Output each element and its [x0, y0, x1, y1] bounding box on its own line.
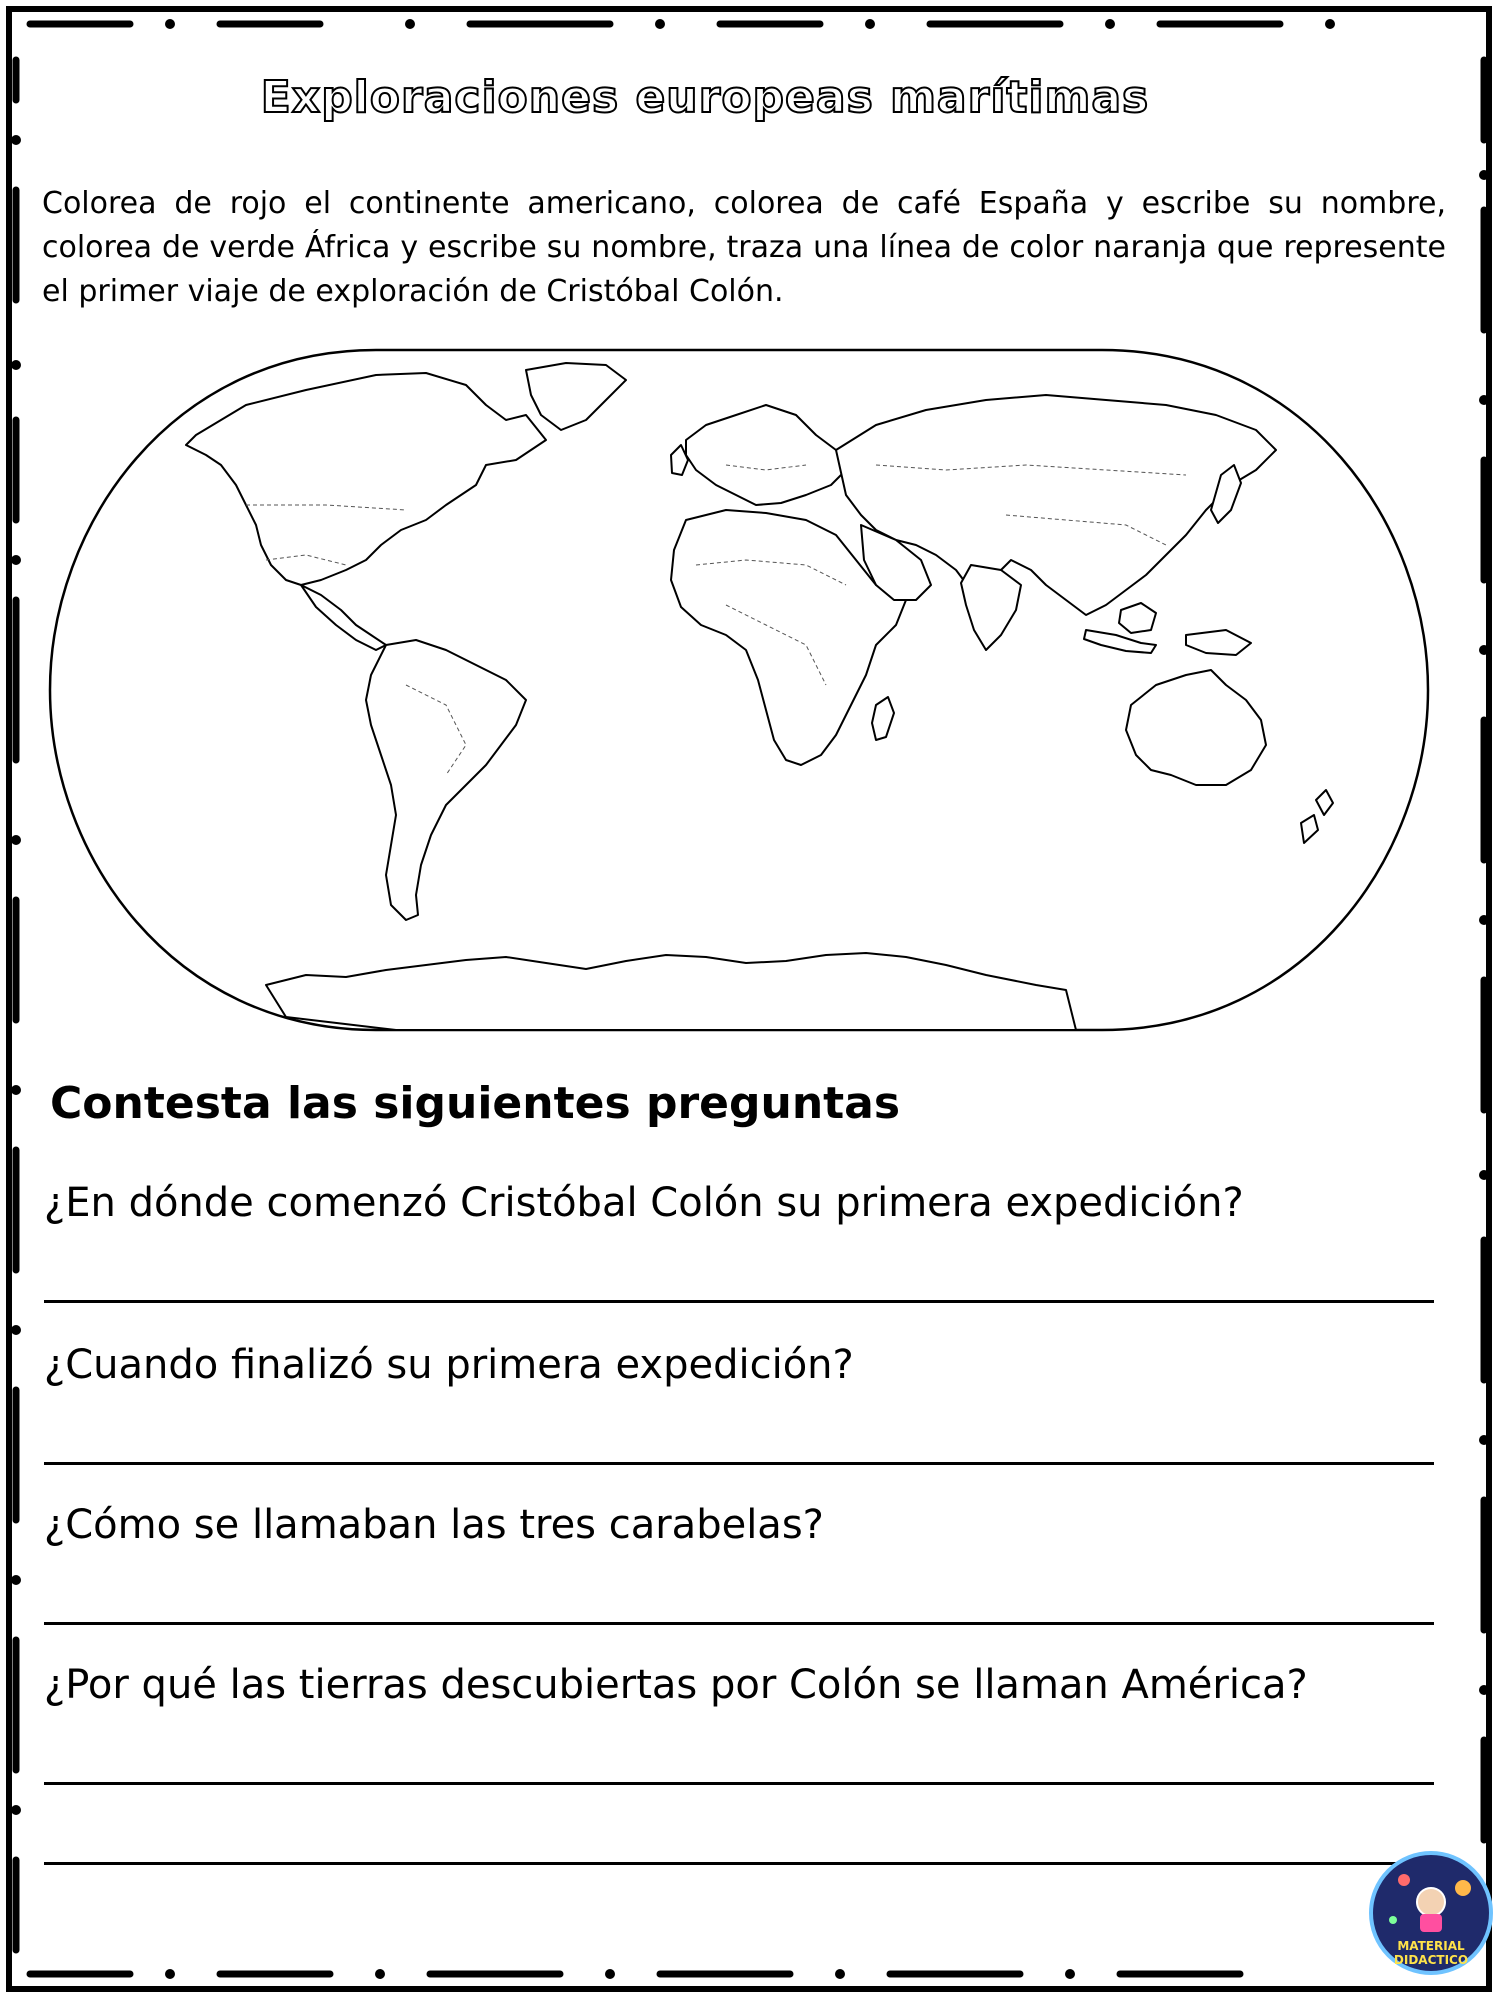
question-1: ¿En dónde comenzó Cristóbal Colón su primera expedición? — [44, 1180, 1244, 1226]
questions-heading: Contesta las siguientes preguntas — [50, 1078, 901, 1129]
worksheet-title: Exploraciones europeas marítimas — [260, 72, 1150, 123]
question-3: ¿Cómo se llamaban las tres carabelas? — [44, 1502, 824, 1548]
question-4: ¿Por qué las tierras descubiertas por Colón se llaman América? — [44, 1662, 1308, 1708]
world-map-svg — [46, 345, 1432, 1035]
answer-line-2[interactable] — [44, 1462, 1434, 1465]
answer-line-1[interactable] — [44, 1300, 1434, 1303]
svg-text:MATERIAL: MATERIAL — [1397, 1939, 1465, 1953]
world-map — [46, 345, 1432, 1035]
instructions-text: Colorea de rojo el continente americano, colorea de café España y escribe su nombre, colorea de verde África y escribe su nombre, traza una línea de color naranja que represente el primer viaje de exploración de Cristóbal Colón. — [42, 186, 1446, 309]
answer-line-4[interactable] — [44, 1782, 1434, 1785]
answer-line-5[interactable] — [44, 1862, 1434, 1865]
question-2: ¿Cuando finalizó su primera expedición? — [44, 1342, 854, 1388]
answer-line-3[interactable] — [44, 1622, 1434, 1625]
svg-text:DIDACTICO: DIDACTICO — [1393, 1953, 1469, 1967]
material-didactico-logo — [1368, 1850, 1494, 1976]
